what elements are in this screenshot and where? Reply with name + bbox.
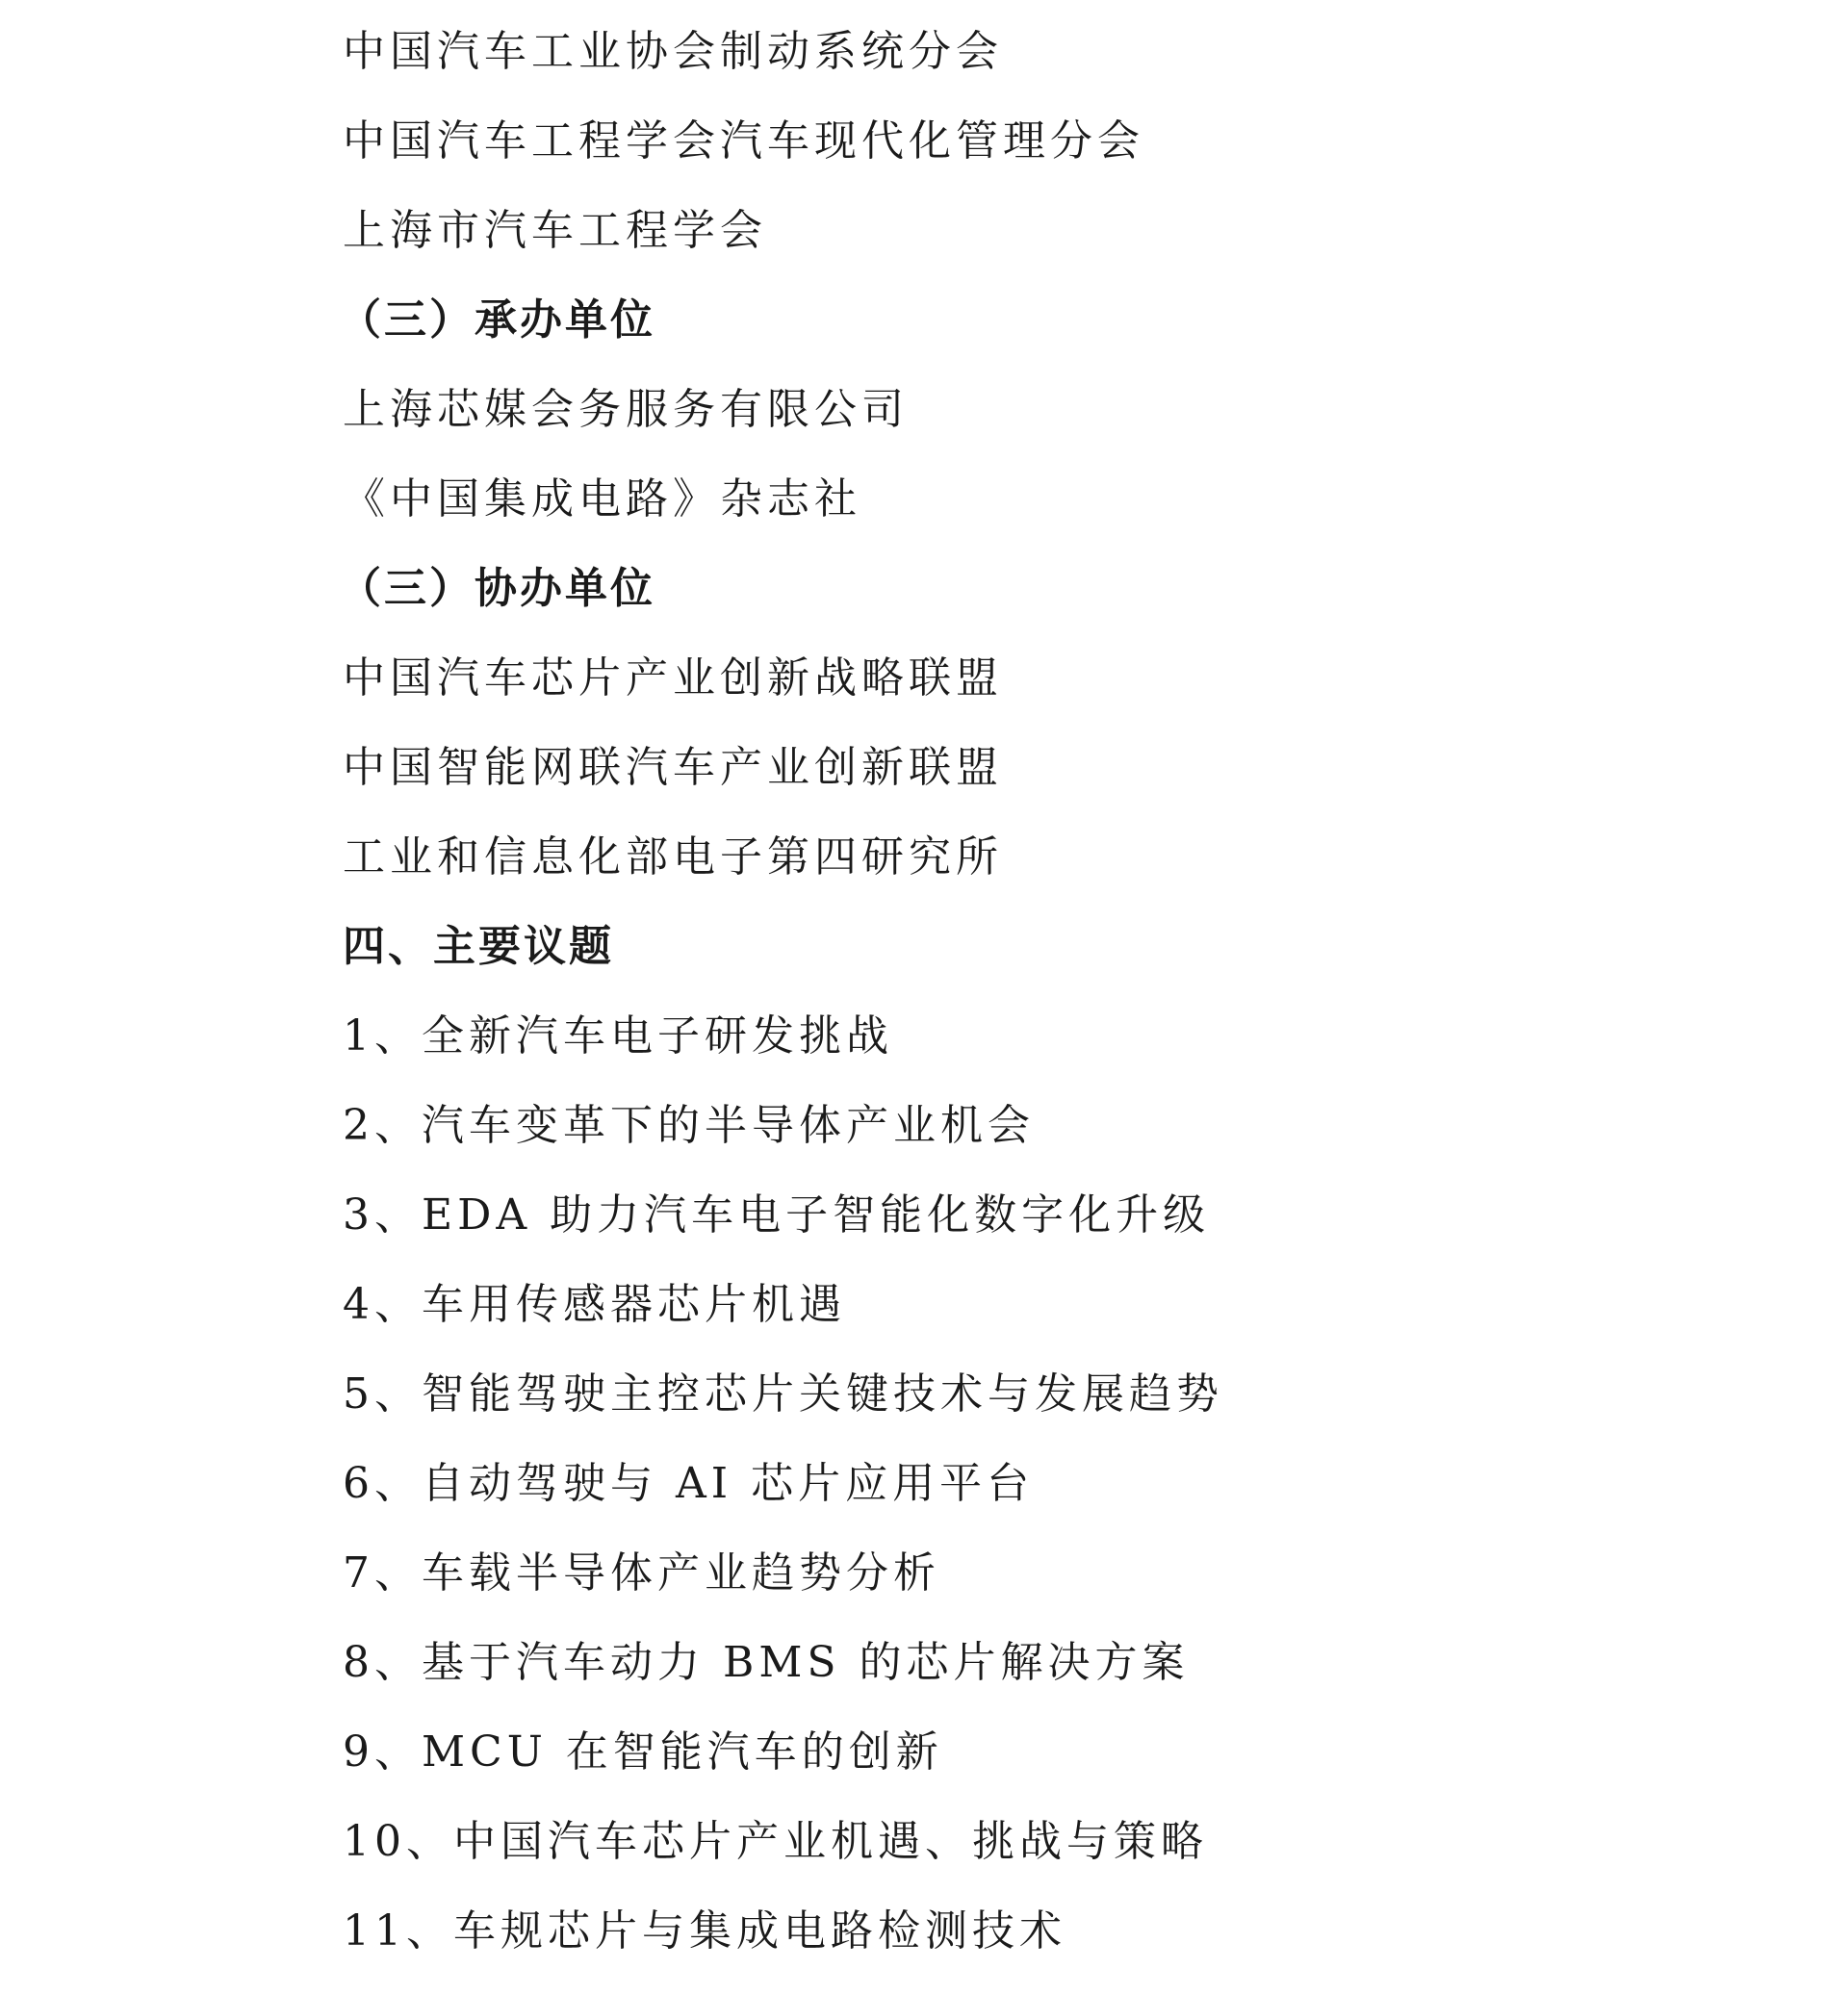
organizer-item: 中国汽车工业协会制动系统分会 [343,27,1003,76]
topic-item: 4、车用传感器芯片机遇 [343,1280,846,1329]
topic-item: 1、全新汽车电子研发挑战 [343,1011,893,1061]
organizer-item: 中国汽车工程学会汽车现代化管理分会 [343,116,1144,166]
section-heading-co-host: （三）协办单位 [339,564,655,613]
topic-item: 9、MCU 在智能汽车的创新 [343,1727,943,1777]
topic-item: 10、中国汽车芯片产业机遇、挑战与策略 [343,1817,1208,1866]
co-host-item: 工业和信息化部电子第四研究所 [343,832,1003,882]
topic-item: 2、汽车变革下的半导体产业机会 [343,1101,1035,1150]
topic-item: 3、EDA 助力汽车电子智能化数字化升级 [343,1190,1211,1240]
host-item: 《中国集成电路》杂志社 [343,474,861,524]
co-host-item: 中国汽车芯片产业创新战略联盟 [343,653,1003,703]
organizer-item: 上海市汽车工程学会 [343,206,767,255]
section-heading-topics: 四、主要议题 [343,922,614,971]
section-heading-host: （三）承办单位 [339,295,655,345]
topic-item: 5、智能驾驶主控芯片关键技术与发展趋势 [343,1369,1223,1419]
topic-item: 11、车规芯片与集成电路检测技术 [343,1906,1066,1956]
topic-item: 6、自动驾驶与 AI 芯片应用平台 [343,1459,1035,1508]
topic-item: 7、车载半导体产业趋势分析 [343,1548,940,1598]
topic-item: 8、基于汽车动力 BMS 的芯片解决方案 [343,1638,1190,1687]
host-item: 上海芯媒会务服务有限公司 [343,385,909,434]
co-host-item: 中国智能网联汽车产业创新联盟 [343,743,1003,792]
